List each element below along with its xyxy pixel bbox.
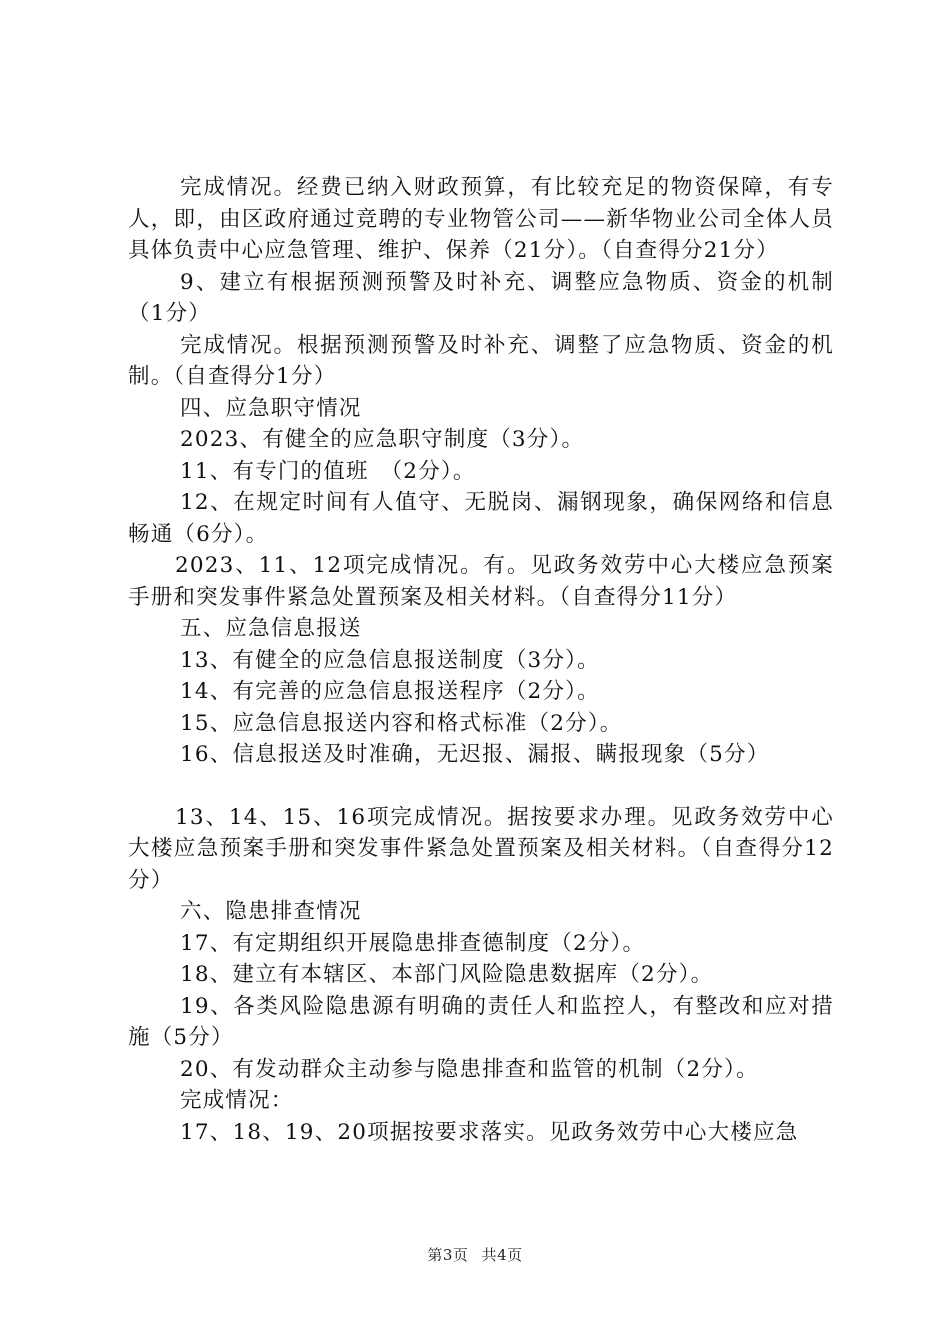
paragraph-items-10-12-status: 2023、11、12项完成情况。有。见政务效劳中心大楼应急预案手册和突发事件紧急处置预案及相关材料。（自查得分11分） (128, 553, 834, 610)
paragraph-item-13: 13、有健全的应急信息报送制度（3分）。 (180, 647, 600, 673)
paragraph-funding-status: 完成情况。经费已纳入财政预算，有比较充足的物资保障，有专人，即，由区政府通过竞聘的专业物管公司——新华物业公司全体人员具体负责中心应急管理、维护、保养（21分）。（自查得分21分） (128, 175, 834, 263)
paragraph-item-16: 16、信息报送及时准确，无迟报、漏报、瞒报现象（5分） (180, 742, 770, 767)
document-body (128, 172, 834, 1148)
paragraph-item-9: 9、建立有根据预测预警及时补充、调整应急物质、资金的机制（1分） (128, 269, 834, 326)
paragraph-item-12: 12、在规定时间有人值守、无脱岗、漏钢现象，确保网络和信息畅通（6分）。 (128, 490, 834, 547)
section-heading-reporting: 五、应急信息报送 (180, 616, 362, 641)
page-total: 共4页 (481, 1246, 523, 1264)
paragraph-item-15: 15、应急信息报送内容和格式标准（2分）。 (180, 710, 623, 736)
page-number: 第3页 (427, 1246, 469, 1264)
paragraph-item-20: 20、有发动群众主动参与隐患排查和监管的机制（2分）。 (180, 1056, 759, 1082)
paragraph-items-13-16-status: 13、14、15、16项完成情况。据按要求办理。见政务效劳中心大楼应急预案手册和突发事件紧急处置预案及相关材料。（自查得分12分） (128, 804, 834, 893)
paragraph-gap (128, 771, 834, 802)
paragraph-items-17-20-status: 17、18、19、20项据按要求落实。见政务效劳中心大楼应急 (180, 1119, 799, 1145)
paragraph-item-14: 14、有完善的应急信息报送程序（2分）。 (180, 679, 600, 704)
paragraph-item-19: 19、各类风险隐患源有明确的责任人和监控人，有整改和应对措施（5分） (128, 993, 834, 1050)
section-heading-duty: 四、应急职守情况 (180, 395, 362, 421)
paragraph-item-11: 11、有专门的值班 （2分）。 (180, 458, 476, 484)
paragraph-completion-label: 完成情况： (180, 1088, 294, 1113)
paragraph-item-9-status: 完成情况。根据预测预警及时补充、调整了应急物质、资金的机制。（自查得分1分） (128, 332, 834, 389)
section-heading-hazard: 六、隐患排查情况 (180, 899, 362, 924)
paragraph-item-17: 17、有定期组织开展隐患排查德制度（2分）。 (180, 930, 646, 956)
page-footer (0, 1244, 950, 1265)
paragraph-item-18: 18、建立有本辖区、本部门风险隐患数据库（2分）。 (180, 962, 714, 987)
paragraph-item-10: 2023、有健全的应急职守制度（3分）。 (180, 427, 585, 452)
